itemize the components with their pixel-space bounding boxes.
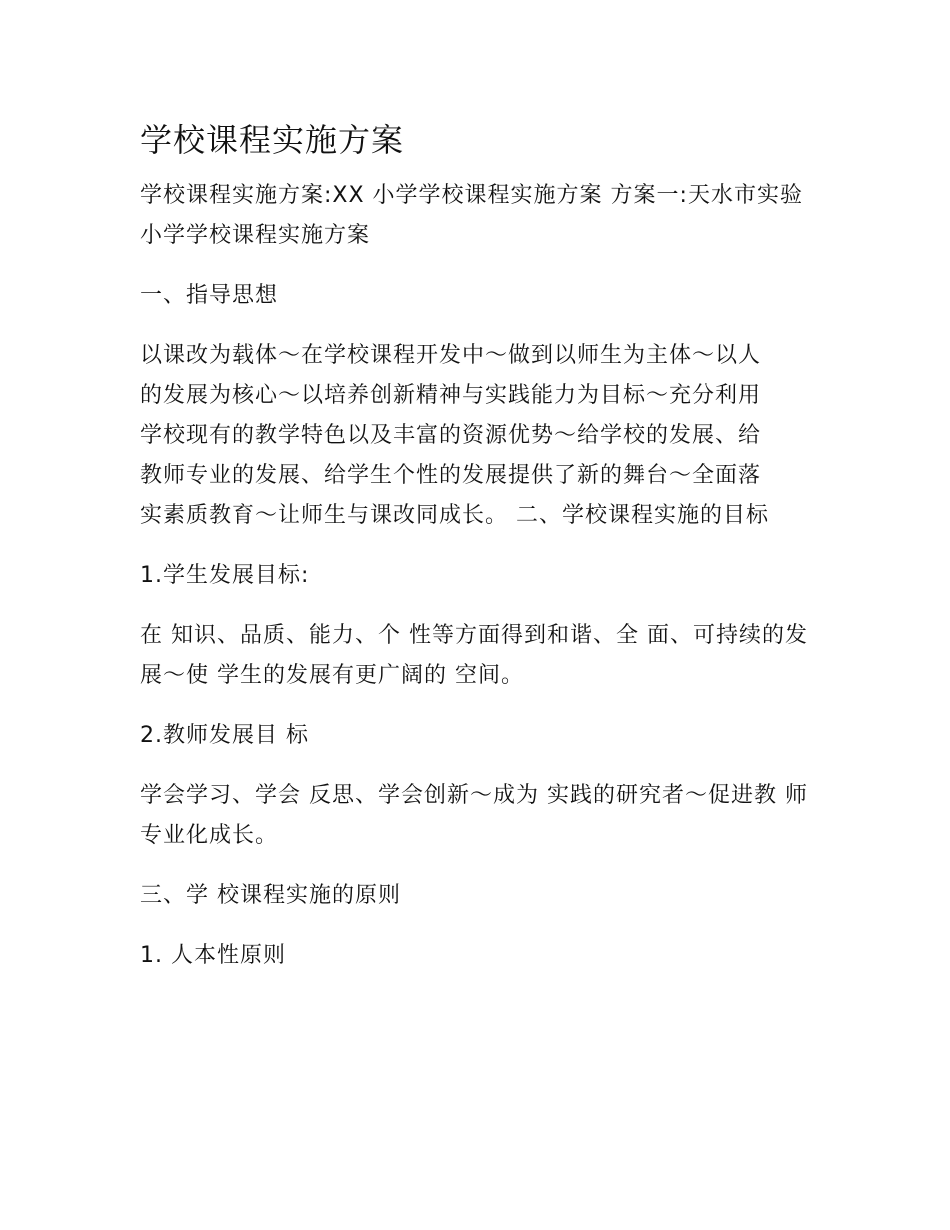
section-heading-guiding-ideology: 一、指导思想	[140, 283, 279, 308]
teacher-goals-paragraph: 学会学习、学会 反思、学会创新～成为 实践的研究者～促进教 师专业化成长。	[140, 783, 808, 848]
document-page	[140, 118, 810, 996]
section-heading-principles: 三、学 校课程实施的原则	[140, 883, 401, 908]
subheading-student-goals: 1.学生发展目标:	[140, 563, 310, 588]
guiding-ideology-paragraph: 以课改为载体～在学校课程开发中～做到以师生为主体～以人的发展为核心～以培养创新精神与实践能力为目标～充分利用学校现有的教学特色以及丰富的资源优势～给学校的发展、给教师专业的发展、给学生个性的发展提供了新的舞台～全面落实素质教育～让师生与课改同成长。 二、学校课程实施的目标	[140, 343, 769, 528]
subheading-teacher-goals: 2.教师发展目 标	[140, 723, 309, 748]
intro-paragraph: 学校课程实施方案:XX 小学学校课程实施方案 方案一:天水市实验小学学校课程实施方案	[140, 183, 803, 248]
document-title: 学校课程实施方案	[140, 121, 405, 159]
student-goals-paragraph: 在 知识、品质、能力、个 性等方面得到和谐、全 面、可持续的发展～使 学生的发展有更广阔的 空间。	[140, 623, 808, 688]
subheading-humanistic-principle: 1. 人本性原则	[140, 943, 286, 968]
